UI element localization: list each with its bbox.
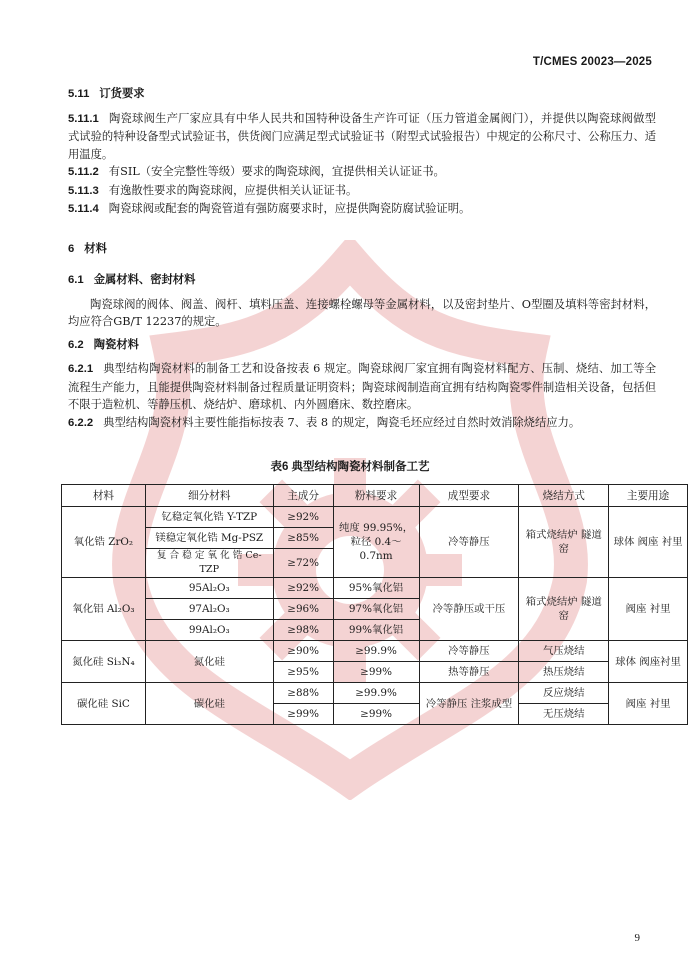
cell-sub-material: 99Al₂O₃ <box>145 620 273 641</box>
cell-main-component: ≥88% <box>273 683 333 704</box>
table-6-caption: 表6 典型结构陶瓷材料制备工艺 <box>270 461 430 473</box>
cell-sintering: 箱式烧结炉 隧道窑 <box>519 507 609 578</box>
cell-powder: ≥99.9% <box>333 641 419 662</box>
clause-5-11-2: 5.11.2 有SIL（安全完整性等级）要求的陶瓷球阀，宜提供相关认证证书。 <box>68 165 445 178</box>
cell-main-component: ≥92% <box>273 507 333 528</box>
header-forming-requirement: 成型要求 <box>419 485 519 507</box>
standard-code: T/CMES 20023—2025 <box>532 56 652 68</box>
table-row <box>62 578 688 599</box>
cell-powder: 97%氧化铝 <box>333 599 419 620</box>
header-sub-material: 细分材料 <box>145 485 273 507</box>
cell-main-component: ≥85% <box>273 528 333 549</box>
cell-forming: 冷等静压 注浆成型 <box>419 683 519 725</box>
cell-material: 氧化铝 Al₂O₃ <box>62 578 146 641</box>
clause-6-1-text: 陶瓷球阀的阀体、阀盖、阀杆、填料压盖、连接螺栓螺母等金属材料，以及密封垫片、O型圈及填料等密封材料，均应符合GB/T 12237的规定。 <box>68 297 656 328</box>
cell-sintering: 热压烧结 <box>519 662 609 683</box>
header-main-usage: 主要用途 <box>609 485 688 507</box>
clause-5-11-4: 5.11.4 陶瓷球阀或配套的陶瓷管道有强防腐要求时，应提供陶瓷防腐试验证明。 <box>68 202 471 215</box>
cell-usage: 球体 阀座衬里 <box>609 641 688 683</box>
header-main-component: 主成分 <box>273 485 333 507</box>
cell-usage: 阀座 衬里 <box>609 683 688 725</box>
cell-sintering: 箱式烧结炉 隧道窑 <box>519 578 609 641</box>
cell-sub-material: 镁稳定氧化锆 Mg-PSZ <box>145 528 273 549</box>
cell-main-component: ≥95% <box>273 662 333 683</box>
table-header-row <box>62 485 688 507</box>
cell-powder: 纯度 99.95%，粒径 0.4～0.7nm <box>333 507 419 578</box>
cell-sub-material: 碳化硅 <box>145 683 273 725</box>
cell-main-component: ≥90% <box>273 641 333 662</box>
header-sintering-method: 烧结方式 <box>519 485 609 507</box>
section-6-1-heading: 6.1 金属材料、密封材料 <box>68 274 196 286</box>
cell-forming: 冷等静压 <box>419 641 519 662</box>
header-powder-requirement: 粉料要求 <box>333 485 419 507</box>
cell-forming: 热等静压 <box>419 662 519 683</box>
cell-sub-material: 氮化硅 <box>145 641 273 683</box>
cell-usage: 阀座 衬里 <box>609 578 688 641</box>
cell-powder: ≥99.9% <box>333 683 419 704</box>
cell-forming: 冷等静压 <box>419 507 519 578</box>
cell-sintering: 无压烧结 <box>519 704 609 725</box>
table-row <box>62 683 688 704</box>
cell-material: 氧化锆 ZrO₂ <box>62 507 146 578</box>
cell-material: 氮化硅 Si₃N₄ <box>62 641 146 683</box>
cell-sub-material: 钇稳定氧化锆 Y-TZP <box>145 507 273 528</box>
clause-6-2-1: 6.2.1 典型结构陶瓷材料的制备工艺和设备按表 6 规定。陶瓷球阀厂家宜拥有陶瓷材料配方、压制、烧结、加工等全流程生产能力，且能提供陶瓷材料制备过程质量证明资料；陶瓷球阀制造商宜拥有结构陶瓷零件制造相关设备，包括但不限于造粒机、等静压机、烧结炉、磨球机、内外圆磨床、数控磨床。 <box>68 362 656 411</box>
cell-main-component: ≥96% <box>273 599 333 620</box>
table-row <box>62 507 688 528</box>
cell-sub-material: 复 合 稳 定 氧 化 锆 Ce-TZP <box>145 549 273 578</box>
clause-5-11-1: 5.11.1 陶瓷球阀生产厂家应具有中华人民共和国特种设备生产许可证（压力管道金属阀门），并提供以陶瓷球阀做型式试验的特种设备型式试验证书，供货阀门应满足型式试验证书（附型式试验报告）中规定的公称尺寸、公称压力、适用温度。 <box>68 111 656 161</box>
clause-5-11-3: 5.11.3 有逸散性要求的陶瓷球阀，应提供相关认证证书。 <box>68 183 358 197</box>
section-6-heading: 6 材料 <box>68 242 107 255</box>
cell-main-component: ≥99% <box>273 704 333 725</box>
cell-forming: 冷等静压或干压 <box>419 578 519 641</box>
cell-sub-material: 95Al₂O₃ <box>145 578 273 599</box>
section-5-11-heading: 5.11 订货要求 <box>68 88 145 100</box>
cell-main-component: ≥98% <box>273 620 333 641</box>
cell-sintering: 反应烧结 <box>519 683 609 704</box>
cell-material: 碳化硅 SiC <box>62 683 146 725</box>
cell-usage: 球体 阀座 衬里 <box>609 507 688 578</box>
page-number: 9 <box>634 932 640 944</box>
table-row <box>62 641 688 662</box>
clause-6-2-2: 6.2.2 典型结构陶瓷材料主要性能指标按表 7、表 8 的规定，陶瓷毛坯应经过自然时效消除烧结应力。 <box>68 415 581 429</box>
cell-powder: ≥99% <box>333 662 419 683</box>
table-6 <box>61 484 688 725</box>
cell-sintering: 气压烧结 <box>519 641 609 662</box>
header-material: 材料 <box>62 485 146 507</box>
document-body <box>68 86 656 432</box>
cell-sub-material: 97Al₂O₃ <box>145 599 273 620</box>
cell-powder: 95%氧化铝 <box>333 578 419 599</box>
section-6-2-heading: 6.2 陶瓷材料 <box>68 338 139 351</box>
cell-powder: ≥99% <box>333 704 419 725</box>
cell-powder: 99%氧化铝 <box>333 620 419 641</box>
cell-main-component: ≥72% <box>273 549 333 578</box>
cell-main-component: ≥92% <box>273 578 333 599</box>
